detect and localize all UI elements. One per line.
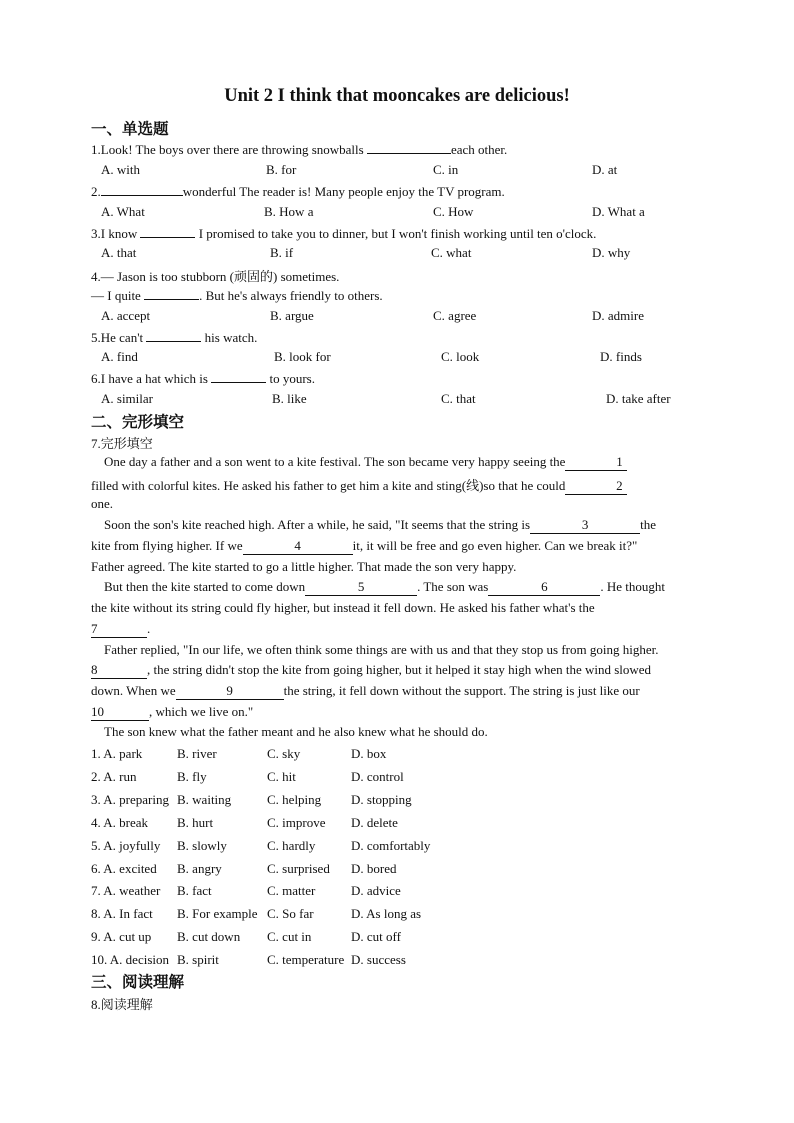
blank-number: 3 bbox=[581, 517, 589, 532]
passage-text: down. When we bbox=[91, 683, 176, 698]
question-3 bbox=[91, 225, 596, 242]
passage-line bbox=[104, 517, 656, 534]
option-c: C. in bbox=[433, 162, 459, 177]
option-d: D. What a bbox=[592, 204, 645, 219]
passage-line bbox=[91, 538, 637, 555]
cloze-option-d: D. stopping bbox=[351, 791, 412, 807]
question-text: — I quite bbox=[91, 288, 145, 303]
option-d: D. at bbox=[592, 162, 618, 177]
passage-line bbox=[91, 475, 627, 495]
cloze-option-b: B. river bbox=[177, 746, 217, 761]
cloze-option-a: 10. A. decision bbox=[91, 952, 169, 968]
question-text: 2. bbox=[91, 184, 101, 199]
option-b: B. if bbox=[270, 245, 294, 260]
cloze-option-c: C. cut in bbox=[267, 929, 312, 945]
section-heading-reading: 三、阅读理解 bbox=[91, 973, 185, 991]
numbered-blank bbox=[305, 579, 417, 596]
cloze-option-c: C. hardly bbox=[267, 837, 316, 853]
question-2 bbox=[91, 183, 505, 200]
passage-line: Father replied, "In our life, we often think some things are with us and that they stop us from going higher. bbox=[104, 642, 659, 657]
question-text: wonderful The reader is! Many people enjoy the TV program. bbox=[182, 184, 505, 199]
option-b: B. argue bbox=[270, 308, 314, 323]
blank-number: 2 bbox=[616, 478, 623, 493]
passage-text: kite from flying higher. If we bbox=[91, 538, 243, 553]
option-d: D. why bbox=[592, 245, 631, 260]
option-b: B. How a bbox=[264, 204, 314, 219]
question-4 bbox=[91, 266, 339, 285]
cloze-option-b: B. fact bbox=[177, 883, 212, 899]
cloze-option-c: C. helping bbox=[267, 791, 322, 807]
cloze-option-b: B. fly bbox=[177, 768, 207, 784]
question-6 bbox=[91, 370, 315, 387]
answer-blank bbox=[101, 183, 183, 196]
numbered-blank bbox=[91, 704, 149, 721]
numbered-blank bbox=[176, 683, 284, 700]
option-b: B. look for bbox=[274, 349, 331, 364]
passage-line: the kite without its string could fly higher, but instead it fell down. He asked his father what's the bbox=[91, 600, 595, 615]
option-a: A. What bbox=[101, 204, 145, 219]
cloze-option-a: 4. A. break bbox=[91, 814, 149, 830]
cloze-option-c: C. hit bbox=[267, 768, 296, 784]
passage-text: the bbox=[640, 517, 656, 532]
question-text: 5.He can't bbox=[91, 330, 147, 345]
cloze-option-c: C. surprised bbox=[267, 860, 330, 876]
option-a: A. that bbox=[101, 245, 137, 260]
question-1 bbox=[91, 141, 507, 158]
blank-number: 10 bbox=[91, 704, 104, 719]
passage-text: . He thought bbox=[600, 579, 665, 594]
option-c: C. How bbox=[433, 204, 474, 219]
cloze-option-b: B. cut down bbox=[177, 929, 241, 945]
question-text: 1.Look! The boys over there are throwing snowballs bbox=[91, 142, 367, 157]
cloze-option-d: D. advice bbox=[351, 883, 401, 899]
cloze-option-d: D. comfortably bbox=[351, 837, 431, 853]
numbered-blank bbox=[565, 478, 627, 495]
question-5 bbox=[91, 329, 257, 346]
cloze-option-d: D. control bbox=[351, 768, 404, 784]
answer-blank bbox=[367, 141, 451, 154]
numbered-blank bbox=[243, 538, 353, 555]
numbered-blank bbox=[488, 579, 600, 596]
question-text: I promised to take you to dinner, but I won't finish working until ten o'clock. bbox=[195, 226, 597, 241]
question-text: each other. bbox=[450, 142, 508, 157]
cloze-option-b: B. spirit bbox=[177, 952, 219, 968]
option-c: C. that bbox=[441, 391, 476, 406]
section-heading-cloze: 二、完形填空 bbox=[91, 413, 185, 431]
blank-number: 5 bbox=[357, 579, 365, 594]
passage-text: filled with colorful kites. He asked his father to get him a kite and sting(线)so that he could bbox=[91, 478, 566, 493]
passage-text: it, it will be free and go even higher. Can we break it?" bbox=[352, 538, 638, 553]
passage-line bbox=[91, 683, 640, 700]
cloze-option-b: B. For example bbox=[177, 906, 258, 922]
option-a: A. similar bbox=[101, 391, 153, 406]
cloze-option-c: C. sky bbox=[267, 746, 301, 761]
cloze-option-d: D. bored bbox=[351, 860, 397, 876]
option-d: D. admire bbox=[592, 308, 644, 323]
question-text: to yours. bbox=[266, 371, 315, 386]
cloze-option-a: 6. A. excited bbox=[91, 860, 157, 876]
passage-text: the string, it fell down without the support. The string is just like our bbox=[283, 683, 640, 698]
cloze-option-a: 7. A. weather bbox=[91, 883, 161, 899]
passage-text: . bbox=[147, 621, 151, 636]
numbered-blank bbox=[530, 517, 640, 534]
answer-blank bbox=[211, 370, 266, 383]
passage-text: Soon the son's kite reached high. After a while, he said, "It seems that the string is bbox=[104, 517, 531, 532]
option-b: B. like bbox=[272, 391, 307, 406]
passage-line: The son knew what the father meant and he also knew what he should do. bbox=[104, 724, 488, 739]
blank-number: 9 bbox=[226, 683, 233, 698]
passage-line bbox=[104, 579, 665, 596]
passage-line bbox=[104, 454, 627, 471]
option-b: B. for bbox=[266, 162, 297, 177]
passage-text: , the string didn't stop the kite from going higher, but it helped it stay high when the wind slowed bbox=[147, 662, 652, 677]
numbered-blank bbox=[565, 454, 627, 471]
reading-label: 8.阅读理解 bbox=[91, 997, 153, 1012]
cloze-option-d: D. success bbox=[351, 952, 406, 968]
cloze-option-a: 5. A. joyfully bbox=[91, 837, 161, 853]
option-c: C. agree bbox=[433, 308, 477, 323]
cloze-option-a: 1. A. park bbox=[91, 746, 143, 761]
cloze-option-d: D. cut off bbox=[351, 929, 401, 945]
option-a: A. accept bbox=[101, 308, 151, 323]
answer-blank bbox=[146, 329, 201, 342]
cloze-option-a: 2. A. run bbox=[91, 768, 137, 784]
passage-text: But then the kite started to come down bbox=[104, 579, 306, 594]
page-title: Unit 2 I think that mooncakes are delicious! bbox=[224, 86, 570, 106]
section-heading-single-choice: 一、单选题 bbox=[91, 120, 169, 138]
blank-number: 7 bbox=[91, 621, 98, 636]
answer-blank bbox=[144, 287, 199, 300]
blank-number: 6 bbox=[541, 579, 548, 594]
question-text: 6.I have a hat which is bbox=[91, 371, 212, 386]
question-text: 3.I know bbox=[91, 226, 141, 241]
cloze-option-d: D. As long as bbox=[351, 906, 422, 922]
cloze-option-d: D. box bbox=[351, 746, 387, 761]
cloze-option-b: B. hurt bbox=[177, 814, 214, 830]
blank-number: 1 bbox=[616, 454, 623, 469]
passage-line bbox=[91, 621, 150, 638]
cloze-option-b: B. angry bbox=[177, 860, 222, 876]
cloze-label: 7.完形填空 bbox=[91, 436, 153, 451]
passage-line bbox=[91, 704, 253, 721]
answer-blank bbox=[140, 225, 195, 238]
numbered-blank bbox=[91, 621, 147, 638]
cloze-option-d: D. delete bbox=[351, 814, 398, 830]
cloze-option-c: C. improve bbox=[267, 814, 326, 830]
cloze-option-b: B. waiting bbox=[177, 791, 232, 807]
cloze-option-c: C. temperature bbox=[267, 952, 345, 968]
question-text: his watch. bbox=[201, 330, 258, 345]
passage-text: , which we live on." bbox=[149, 704, 254, 719]
option-d: D. finds bbox=[600, 349, 642, 364]
option-c: C. what bbox=[431, 245, 472, 260]
question-4-reply bbox=[91, 287, 383, 304]
passage-line: one. bbox=[91, 496, 114, 511]
option-a: A. find bbox=[101, 349, 138, 364]
passage-text: One day a father and a son went to a kite festival. The son became very happy seeing the bbox=[104, 454, 566, 469]
passage-line bbox=[91, 662, 651, 679]
numbered-blank bbox=[91, 662, 147, 679]
question-text: 4.— Jason is too stubborn (顽固的) sometimes. bbox=[91, 269, 340, 284]
cloze-option-a: 8. A. In fact bbox=[91, 906, 153, 922]
cloze-option-a: 9. A. cut up bbox=[91, 929, 152, 945]
blank-number: 4 bbox=[294, 538, 301, 553]
cloze-option-c: C. matter bbox=[267, 883, 316, 899]
cloze-option-a: 3. A. preparing bbox=[91, 791, 169, 807]
blank-number: 8 bbox=[91, 662, 98, 677]
option-d: D. take after bbox=[606, 391, 671, 406]
question-text: . But he's always friendly to others. bbox=[199, 288, 383, 303]
cloze-option-b: B. slowly bbox=[177, 837, 227, 853]
option-c: C. look bbox=[441, 349, 480, 364]
cloze-option-c: C. So far bbox=[267, 906, 314, 922]
option-a: A. with bbox=[101, 162, 140, 177]
passage-line: Father agreed. The kite started to go a little higher. That made the son very happy. bbox=[91, 559, 517, 574]
passage-text: . The son was bbox=[417, 579, 489, 594]
